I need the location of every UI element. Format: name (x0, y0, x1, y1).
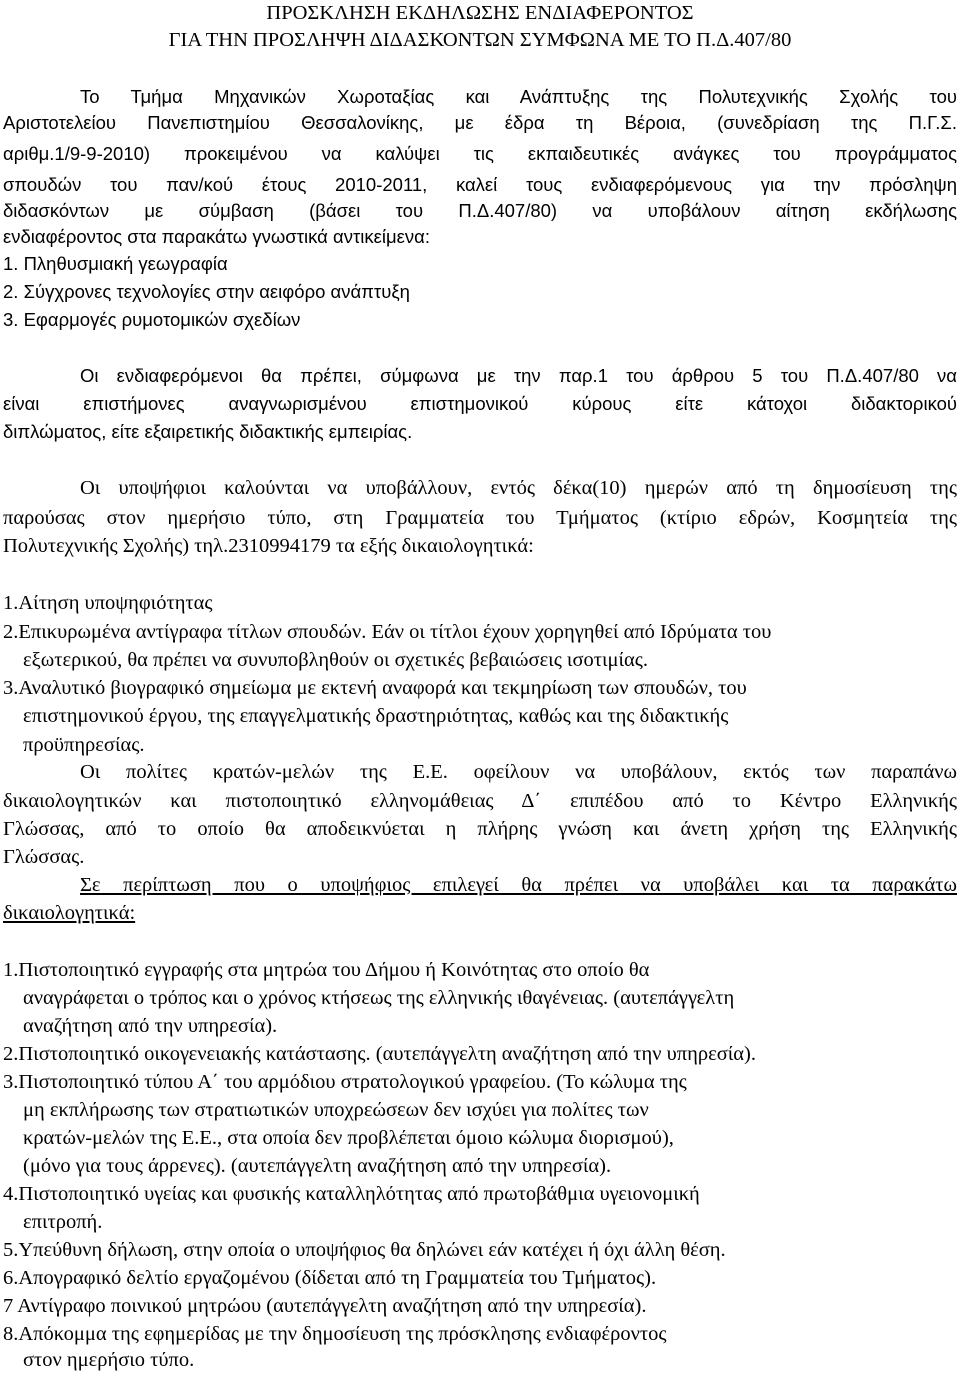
selected-item-5: 5.Υπεύθυνη δήλωση, στην οποία ο υποψήφιος θα δηλώνει εάν κατέχει ή όχι άλλη θέση. (3, 1239, 726, 1261)
selected-item-4a: 4.Πιστοποιητικό υγείας και φυσικής καταλληλότητας από πρωτοβάθμια υγειονομική (3, 1183, 700, 1205)
submission-line-1: Οι υποψήφιοι καλούνται να υποβάλλουν, εντός δέκα(10) ημερών από τη δημοσίευση της (80, 478, 957, 499)
selected-item-2: 2.Πιστοποιητικό οικογενειακής κατάστασης. (αυτεπάγγελτη αναζήτηση από την υπηρεσία). (3, 1043, 756, 1065)
title-line-1: ΠΡΟΣΚΛΗΣΗ ΕΚΔΗΛΩΣΗΣ ΕΝΔΙΑΦΕΡΟΝΤΟΣ (266, 2, 694, 24)
qualifications-line-1: Οι ενδιαφερόμενοι θα πρέπει, σύμφωνα με την παρ.1 του άρθρου 5 του Π.Δ.407/80 να (80, 367, 957, 386)
document-item-2a: 2.Επικυρωμένα αντίγραφα τίτλων σπουδών. Εάν οι τίτλοι έχουν χορηγηθεί από Ιδρύματα του (3, 621, 772, 643)
selected-item-3d: (μόνο για τους άρρενες). (αυτεπάγγελτη αναζήτηση από την υπηρεσία). (23, 1155, 612, 1177)
foreign-line-4: Γλώσσας. (3, 846, 85, 868)
subject-item-2: 2. Σύγχρονες τεχνολογίες στην αειφόρο ανάπτυξη (3, 281, 410, 302)
submission-line-3: Πολυτεχνικής Σχολής) τηλ.2310994179 τα εξής δικαιολογητικά: (3, 535, 534, 557)
selected-item-3c: κρατών-μελών της Ε.Ε., στα οποία δεν προβλέπεται όμοιο κώλυμα διορισμού), (23, 1127, 674, 1149)
foreign-line-1: Οι πολίτες κρατών-μελών της Ε.Ε. οφείλουν να υποβάλουν, εκτός των παραπάνω (80, 762, 957, 783)
foreign-line-2: δικαιολογητικών και πιστοποιητικό ελληνομάθειας Δ΄ επιπέδου από το Κέντρο Ελληνικής (3, 791, 957, 812)
selected-item-8a: 8.Απόκομμα της εφημερίδας με την δημοσίευση της πρόσκλησης ενδιαφέροντος (3, 1323, 667, 1345)
qualifications-line-2: είναι επιστήμονες αναγνωρισμένου επιστημονικού κύρους είτε κάτοχοι διδακτορικού (3, 395, 957, 414)
document-item-3a: 3.Αναλυτικό βιογραφικό σημείωμα με εκτενή αναφορά και τεκμηρίωση των σπουδών, του (3, 677, 747, 699)
selected-item-4b: επιτροπή. (23, 1211, 103, 1233)
selected-item-7: 7 Αντίγραφο ποινικού μητρώου (αυτεπάγγελτη αναζήτηση από την υπηρεσία). (3, 1295, 647, 1317)
submission-line-2: παρούσας στον ημερήσιο τύπο, στη Γραμματεία του Τμήματος (κτίριο εδρών, Κοσμητεία της (3, 508, 957, 529)
title-line-2: ΓΙΑ ΤΗΝ ΠΡΟΣΛΗΨΗ ΔΙΔΑΣΚΟΝΤΩΝ ΣΥΜΦΩΝΑ ΜΕ ΤΟ Π.Δ.407/80 (168, 29, 792, 51)
selected-item-8b: στον ημερήσιο τύπο. (23, 1349, 195, 1371)
qualifications-line-3: διπλώματος, είτε εξαιρετικής διδακτικής εμπειρίας. (3, 421, 413, 442)
selected-item-3b: μη εκπλήρωσης των στρατιωτικών υποχρεώσεων δεν ισχύει για πολίτες των (23, 1099, 649, 1121)
document-item-2b: εξωτερικού, θα πρέπει να συνυποβληθούν οι σχετικές βεβαιώσεις ισοτιμίας. (23, 649, 648, 671)
intro-line-4: σπουδών του παν/κού έτους 2010-2011, καλεί τους ενδιαφερόμενους για την πρόσληψη (3, 176, 957, 195)
subject-item-1: 1. Πληθυσμιακή γεωγραφία (3, 253, 228, 274)
subject-item-3: 3. Εφαρμογές ρυμοτομικών σχεδίων (3, 309, 301, 330)
selected-item-3a: 3.Πιστοποιητικό τύπου Α΄ του αρμόδιου στρατολογικού γραφείου. (Το κώλυμα της (3, 1071, 687, 1093)
document-item-3c: προϋπηρεσίας. (23, 734, 145, 756)
intro-line-5: διδασκόντων με σύμβαση (βάσει του Π.Δ.407/80) να υποβάλουν αίτηση εκδήλωσης (3, 202, 957, 221)
selected-item-1b: αναγράφεται ο τρόπος και ο χρόνος κτήσεως της ελληνικής ιθαγένειας. (αυτεπάγγελτη (23, 987, 735, 1009)
intro-line-2: Αριστοτελείου Πανεπιστημίου Θεσσαλονίκης, με έδρα τη Βέροια, (συνεδρίαση της Π.Γ.Σ. (3, 114, 957, 133)
selected-item-6: 6.Απογραφικό δελτίο εργαζομένου (δίδεται από τη Γραμματεία του Τμήματος). (3, 1267, 657, 1289)
selected-heading-line-1: Σε περίπτωση που ο υποψήφιος επιλεγεί θα πρέπει να υποβάλει και τα παρακάτω (80, 875, 957, 896)
selected-heading-line-2: δικαιολογητικά: (3, 902, 136, 924)
foreign-line-3: Γλώσσας, από το οποίο θα αποδεικνύεται η πλήρης γνώση και άνετη χρήση της Ελληνικής (3, 819, 957, 840)
intro-line-6: ενδιαφέροντος στα παρακάτω γνωστικά αντικείμενα: (3, 226, 430, 247)
document-item-1: 1.Αίτηση υποψηφιότητας (3, 592, 213, 614)
selected-item-1c: αναζήτηση από την υπηρεσία). (23, 1015, 278, 1037)
intro-line-3: αριθμ.1/9-9-2010) προκειμένου να καλύψει τις εκπαιδευτικές ανάγκες του προγράμματος (3, 145, 957, 164)
intro-line-1: Το Τμήμα Μηχανικών Χωροταξίας και Ανάπτυξης της Πολυτεχνικής Σχολής του (80, 88, 957, 107)
selected-item-1a: 1.Πιστοποιητικό εγγραφής στα μητρώα του Δήμου ή Κοινότητας στο οποίο θα (3, 959, 650, 981)
document-item-3b: επιστημονικού έργου, της επαγγελματικής δραστηριότητας, καθώς και της διδακτικής (23, 705, 729, 727)
